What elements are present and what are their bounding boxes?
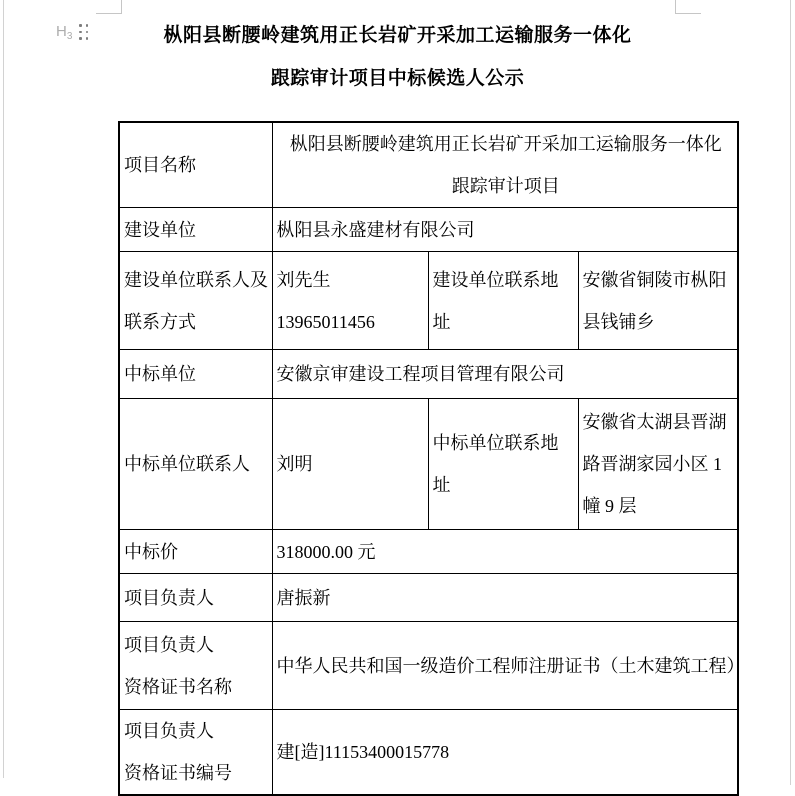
heading-level: 3 (66, 31, 73, 42)
row-winning-contact (119, 399, 738, 530)
row-bid-price (119, 530, 738, 574)
project-name-value-cell[interactable] (272, 122, 738, 208)
winning-address-label-cell[interactable]: 中标单位联系地址 (428, 399, 578, 530)
construction-contact-person: 刘先生 (276, 269, 331, 290)
row-construction-contact (119, 252, 738, 350)
certificate-name-label-line-1: 项目负责人 (124, 634, 214, 655)
margin-mark-top-right (675, 0, 676, 14)
winning-unit-label-cell[interactable]: 中标单位 (119, 350, 272, 399)
certificate-number-label-cell[interactable] (119, 710, 272, 796)
construction-contact-label-line-1: 建设单位联系人及 (124, 269, 268, 290)
construction-contact-person-cell[interactable] (272, 252, 428, 350)
row-certificate-number (119, 710, 738, 796)
announcement-table (118, 121, 745, 796)
title-line-1: 枞阳县断腰岭建筑用正长岩矿开采加工运输服务一体化 (163, 25, 632, 46)
page-edge-right (790, 0, 791, 785)
project-name-label-cell[interactable]: 项目名称 (119, 122, 272, 208)
winning-unit-value-cell[interactable]: 安徽京审建设工程项目管理有限公司 (272, 350, 738, 399)
winning-address-value-cell[interactable]: 安徽省太湖县晋湖路晋湖家园小区 1 幢 9 层 (578, 399, 738, 530)
page-edge-left (3, 0, 4, 778)
document-title[interactable] (0, 14, 795, 100)
winning-contact-label-cell[interactable]: 中标单位联系人 (119, 399, 272, 530)
construction-contact-label-line-2: 联系方式 (124, 311, 196, 332)
construction-contact-label-cell[interactable] (119, 252, 272, 350)
construction-contact-phone: 13965011456 (276, 311, 375, 332)
certificate-number-value-cell[interactable]: 建[造]11153400015778 (272, 710, 738, 796)
row-certificate-name (119, 622, 738, 710)
construction-unit-value-cell[interactable]: 枞阳县永盛建材有限公司 (272, 208, 738, 252)
title-line-2: 跟踪审计项目中标候选人公示 (270, 68, 525, 89)
certificate-name-label-cell[interactable] (119, 622, 272, 710)
row-construction-unit (119, 208, 738, 252)
construction-address-label-cell[interactable]: 建设单位联系地址 (428, 252, 578, 350)
construction-address-value-cell[interactable]: 安徽省铜陵市枞阳县钱铺乡 (578, 252, 738, 350)
margin-mark-top-left (121, 0, 122, 14)
row-winning-unit (119, 350, 738, 399)
certificate-name-label-line-2: 资格证书名称 (124, 676, 232, 697)
row-project-name (119, 122, 738, 208)
project-manager-label-cell[interactable]: 项目负责人 (119, 574, 272, 622)
project-manager-value-cell[interactable]: 唐振新 (272, 574, 738, 622)
project-name-line-1: 枞阳县断腰岭建筑用正长岩矿开采加工运输服务一体化 (289, 134, 722, 154)
project-name-line-2: 跟踪审计项目 (451, 176, 560, 196)
bid-price-value-cell[interactable]: 318000.00 元 (272, 530, 738, 574)
heading-tag: H (56, 23, 67, 40)
certificate-number-label-line-1: 项目负责人 (124, 721, 214, 741)
certificate-number-label-line-2: 资格证书编号 (124, 763, 232, 783)
certificate-name-value-cell[interactable]: 中华人民共和国一级造价工程师注册证书（土木建筑工程） (272, 622, 738, 710)
bid-price-label-cell[interactable]: 中标价 (119, 530, 272, 574)
winning-contact-person-cell[interactable]: 刘明 (272, 399, 428, 530)
construction-unit-label-cell[interactable]: 建设单位 (119, 208, 272, 252)
row-project-manager (119, 574, 738, 622)
